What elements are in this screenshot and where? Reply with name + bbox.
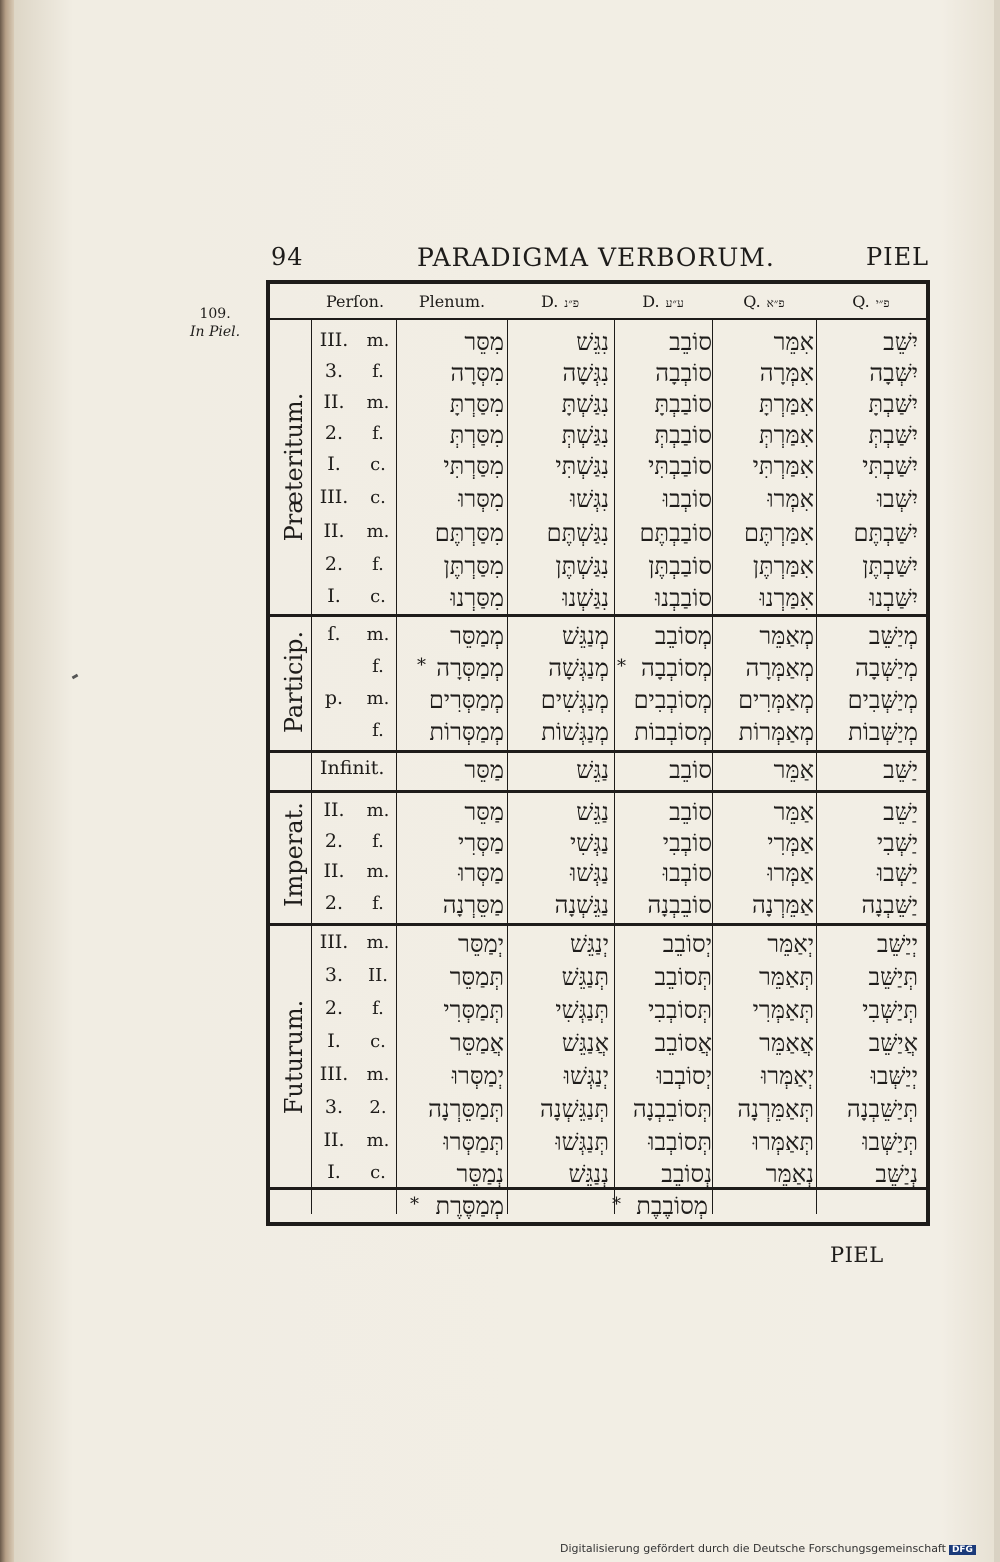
table-cell: מְמַסְּרָה	[436, 654, 504, 682]
header-d1-label: D.	[540, 292, 559, 311]
table-cell: יְאַמֵּר	[767, 930, 814, 958]
row-gender: m.	[366, 521, 390, 542]
table-cell: יִשַּׁבְתָּ	[868, 390, 918, 418]
column-rule	[507, 318, 508, 1214]
page-number: 94	[271, 243, 304, 271]
table-cell: מְנַגְּשִׁים	[540, 686, 609, 714]
row-person: 2.	[324, 553, 344, 575]
table-cell: נִגַּשְׁתֶּם	[546, 519, 609, 547]
table-cell: מְיַשְּׁבָה	[855, 654, 918, 682]
table-cell: מְאַמְּרָה	[745, 654, 814, 682]
footnote-d2-marker: *	[612, 1194, 621, 1215]
table-cell: סוֹבַבְנוּ	[655, 584, 712, 612]
header-q1-label: Q.	[743, 292, 761, 311]
header-d2	[617, 289, 709, 315]
catchword: PIEL	[830, 1243, 884, 1267]
table-cell: אִמַּרְנוּ	[759, 584, 814, 612]
row-person: 3.	[324, 964, 344, 986]
row-gender: c.	[370, 454, 386, 475]
table-cell: תְּנַגֵּשְׁנָה	[540, 1095, 609, 1123]
header-q1	[715, 289, 813, 315]
table-cell: מַסֵּר	[464, 798, 504, 826]
table-cell: יְנַגֵּשׁ	[569, 930, 609, 958]
table-cell: מַסֵּרְנָה	[442, 891, 504, 919]
table-cell: אַמֵּרְנָה	[751, 891, 814, 919]
table-cell: סוֹבַבְתָּ	[654, 390, 712, 418]
table-cell: אִמֵּר	[773, 328, 814, 356]
table-cell: תְּאַמְּרִי	[752, 996, 814, 1024]
table-cell: סוֹבְבוּ	[662, 859, 712, 887]
row-person: ſ.	[327, 623, 341, 645]
running-title: PARADIGMA VERBORUM.	[417, 243, 775, 272]
table-cell: מִסַּרְתֶּם	[434, 519, 504, 547]
table-cell: תְּיַשְּׁבוּ	[862, 1128, 918, 1156]
row-person: 3.	[324, 360, 344, 382]
row-gender: f.	[372, 361, 384, 382]
table-cell: אַמְּרִי	[767, 829, 814, 857]
table-cell: תְּסוֹבֵבְנָה	[632, 1095, 712, 1123]
row-person: II.	[323, 391, 345, 413]
margin-note-number: 109.	[199, 306, 231, 322]
table-cell: יַשֵּׁבְנָה	[861, 891, 918, 919]
table-cell: תְּיַשֵּׁבְנָה	[846, 1095, 918, 1123]
table-cell: נַגֵּשׁ	[576, 798, 609, 826]
section-rule	[266, 790, 930, 793]
table-cell: תְּנַגְּשׁוּ	[555, 1128, 609, 1156]
table-cell: מִסְּרָה	[450, 359, 504, 387]
section-rule	[266, 750, 930, 753]
table-cell: מִסַּרְתְּ	[449, 421, 504, 449]
table-cell: תְּמַסְּרוּ	[443, 1128, 504, 1156]
table-cell: אֲמַסֵּר	[449, 1029, 504, 1057]
table-cell: יְסוֹבְבוּ	[656, 1062, 712, 1090]
table-cell: נִגַּשְׁנוּ	[562, 584, 609, 612]
header-d2-label: D.	[642, 292, 660, 311]
table-cell: סוֹבֵב	[669, 328, 712, 356]
table-cell: יִשְּׁבוּ	[877, 485, 918, 513]
table-cell: יְמַסֵּר	[458, 930, 504, 958]
row-gender: f.	[372, 720, 384, 741]
section-label-imperat: Imperat.	[280, 802, 308, 907]
footnote-d2-form: מְסוֹבֶבֶת	[636, 1192, 708, 1220]
table-cell: נְמַסֵּר	[456, 1160, 504, 1188]
table-cell: אַמְּרוּ	[767, 859, 814, 887]
table-cell: תְּמַסְּרִי	[443, 996, 504, 1024]
row-person: 3.	[324, 1096, 344, 1118]
table-cell: יַשֵּׁב	[883, 798, 918, 826]
row-person: I.	[327, 1030, 341, 1052]
credit-text: Digitalisierung gefördert durch die Deutsche Forschungsgemeinschaft	[560, 1542, 946, 1555]
header-plenum: Plenum.	[418, 292, 486, 311]
table-cell: יְמַסְּרוּ	[451, 1062, 504, 1090]
table-cell: תְּיַשְּׁבִי	[862, 996, 918, 1024]
column-rule	[712, 318, 713, 1214]
table-cell: תְּנַגְּשִׁי	[555, 996, 609, 1024]
table-cell: יִשַּׁבְתְּ	[868, 421, 918, 449]
row-person: II.	[323, 520, 345, 542]
header-rule	[266, 318, 930, 320]
table-cell: נַגֵּשְׁנָה	[554, 891, 609, 919]
table-cell: יַשֵּׁב	[883, 756, 918, 784]
table-cell: מְנַגְּשָׁה	[548, 654, 609, 682]
table-cell: תְּאַמְּרוּ	[752, 1128, 814, 1156]
row-gender: c.	[370, 586, 386, 607]
section-rule	[266, 923, 930, 926]
table-cell: תְּאַמֵּר	[758, 963, 814, 991]
table-cell: תְּסוֹבְבִי	[648, 996, 712, 1024]
row-gender: II.	[368, 965, 388, 986]
table-cell: סוֹבֵב	[669, 798, 712, 826]
digitization-credit	[560, 1542, 976, 1555]
row-gender: f.	[372, 998, 384, 1019]
header-q2-mark: פ״י	[875, 296, 890, 310]
table-cell: מִסַּרְתֶּן	[443, 552, 504, 580]
table-cell: נִגַּשְׁתֶּן	[555, 552, 609, 580]
table-cell: אֲאַמֵּר	[759, 1029, 814, 1057]
table-cell: נְיַשֵּׁב	[875, 1160, 918, 1188]
table-cell: יִשַּׁבְתִּי	[862, 452, 918, 480]
table-cell: אִמַּרְתִּי	[752, 452, 814, 480]
row-gender: m.	[366, 624, 390, 645]
table-cell: יִשְּׁבָה	[869, 359, 918, 387]
table-cell: יַשְּׁבוּ	[877, 859, 918, 887]
row-gender: f.	[372, 831, 384, 852]
table-cell: נִגַּשְׁתִּי	[555, 452, 609, 480]
table-cell: מְיַשְּׁבִים	[847, 686, 918, 714]
table-cell: תְּמַסֵּר	[449, 963, 504, 991]
column-rule	[396, 318, 397, 1214]
table-cell: יַשְּׁבִי	[876, 829, 918, 857]
section-label-infinit: Infinit.	[320, 757, 385, 779]
table-cell: אִמְּרָה	[759, 359, 814, 387]
table-cell: מַסְּרוּ	[458, 859, 504, 887]
table-cell: מַסֵּר	[464, 756, 504, 784]
table-cell: מִסֵּר	[464, 328, 504, 356]
row-gender: m.	[366, 800, 390, 821]
margin-note	[190, 305, 240, 341]
table-cell: יִשַּׁבְתֶּן	[862, 552, 918, 580]
table-cell: אֲיַשֵּׁב	[868, 1029, 918, 1057]
table-cell: מְמַסְּרִים	[428, 686, 504, 714]
table-cell: נִגְּשׁוּ	[570, 485, 609, 513]
table-cell: תְּיַשֵּׁב	[868, 963, 918, 991]
table-cell: מַסְּרִי	[458, 829, 504, 857]
section-tag: PIEL	[866, 243, 930, 271]
header-q1-mark: פ״א	[766, 296, 785, 310]
table-cell: מְיַשֵּׁב	[868, 622, 918, 650]
row-gender: 2.	[369, 1097, 387, 1118]
table-cell: אִמַּרְתְּ	[758, 421, 814, 449]
row-person: III.	[319, 931, 349, 953]
table-cell: סוֹבַבְתֶּן	[648, 552, 712, 580]
table-cell: סוֹבְבָה	[655, 359, 712, 387]
asterisk-participle-plenum: *	[417, 655, 426, 676]
table-cell: סוֹבֵבְנָה	[647, 891, 712, 919]
table-cell: נַגֵּשׁ	[576, 756, 609, 784]
row-person: III.	[319, 486, 349, 508]
row-person: III.	[319, 1063, 349, 1085]
dfg-logo: DFG	[949, 1545, 976, 1555]
table-cell: נְסוֹבֵב	[661, 1160, 712, 1188]
table-cell: אַמֵּר	[773, 756, 814, 784]
table-cell: תְּסוֹבֵב	[654, 963, 712, 991]
table-cell: מְמַסֵּר	[450, 622, 504, 650]
section-rule	[266, 614, 930, 617]
row-person: II.	[323, 799, 345, 821]
row-person: I.	[327, 585, 341, 607]
table-cell: יִשֵּׁב	[883, 328, 918, 356]
row-person: II.	[323, 860, 345, 882]
table-cell: תְּנַגֵּשׁ	[561, 963, 609, 991]
row-person: II.	[323, 1129, 345, 1151]
row-gender: m.	[366, 688, 390, 709]
table-cell: נִגְּשָׁה	[562, 359, 609, 387]
row-person: III.	[319, 329, 349, 351]
table-cell: מְיַשְּׁבוֹת	[848, 718, 918, 746]
table-cell: יְנַגְּשׁוּ	[563, 1062, 609, 1090]
table-cell: אַמֵּר	[773, 798, 814, 826]
asterisk-participle-d2: *	[617, 656, 626, 677]
table-cell: תְּאַמֵּרְנָה	[737, 1095, 814, 1123]
row-gender: c.	[370, 1031, 386, 1052]
header-d1	[510, 289, 610, 315]
table-cell: יְיַשֵּׁב	[876, 930, 918, 958]
row-person: 2.	[324, 892, 344, 914]
table-cell: סוֹבַבְתִּי	[648, 452, 712, 480]
section-label-particip: Particip.	[280, 630, 308, 734]
table-cell: סוֹבַבְתֶּם	[639, 519, 712, 547]
row-person: p.	[324, 687, 344, 709]
row-gender: f.	[372, 656, 384, 677]
footnote-plenum-marker: *	[410, 1194, 419, 1215]
row-gender: f.	[372, 423, 384, 444]
table-cell: מְנַגְּשׁוֹת	[541, 718, 609, 746]
table-cell: תְּמַסֵּרְנָה	[428, 1095, 504, 1123]
row-person: 2.	[324, 997, 344, 1019]
row-gender: m.	[366, 932, 390, 953]
table-cell: תְּסוֹבְבוּ	[648, 1128, 712, 1156]
table-cell: מְאַמֵּר	[759, 622, 814, 650]
table-cell: מְסוֹבְבִים	[633, 686, 712, 714]
table-cell: סוֹבְבוּ	[662, 485, 712, 513]
table-cell: נִגַּשְׁתְּ	[561, 421, 609, 449]
table-cell: נִגֵּשׁ	[576, 328, 609, 356]
table-cell: מְסוֹבְבוֹת	[634, 718, 712, 746]
table-cell: מְאַמְּרוֹת	[738, 718, 814, 746]
row-gender: m.	[366, 1064, 390, 1085]
table-cell: סוֹבַבְתְּ	[654, 421, 712, 449]
row-gender: m.	[366, 330, 390, 351]
row-person: I.	[327, 1161, 341, 1183]
table-cell: אִמְּרוּ	[767, 485, 814, 513]
column-rule	[311, 318, 312, 1214]
table-cell: אִמַּרְתֶּן	[752, 552, 814, 580]
table-cell: נְנַגֵּשׁ	[568, 1160, 609, 1188]
table-cell: יְיַשְּׁבוּ	[870, 1062, 918, 1090]
table-cell: מְנַגֵּשׁ	[562, 622, 609, 650]
column-rule	[816, 318, 817, 1214]
table-cell: סוֹבֵב	[669, 756, 712, 784]
table-cell: מְסוֹבְבָה	[641, 654, 712, 682]
table-cell: מִסַּרְתָּ	[449, 390, 504, 418]
table-cell: נְאַמֵּר	[765, 1160, 814, 1188]
page-right-edge	[994, 0, 1000, 1562]
row-gender: c.	[370, 487, 386, 508]
table-cell: יִשַּׁבְתֶּם	[853, 519, 918, 547]
table-cell: מְסוֹבֵב	[654, 622, 712, 650]
table-cell: נַגְּשִׁי	[569, 829, 609, 857]
header-q2-label: Q.	[852, 292, 870, 311]
header-d1-mark: פ״נ	[564, 296, 580, 310]
row-gender: f.	[372, 554, 384, 575]
row-person: 2.	[324, 830, 344, 852]
header-person: Perſon.	[325, 292, 385, 311]
section-label-futurum: Futurum.	[280, 999, 308, 1115]
table-cell: נַגְּשׁוּ	[570, 859, 609, 887]
table-cell: מְמַסְּרוֹת	[429, 718, 504, 746]
table-cell: אֲסוֹבֵב	[654, 1029, 712, 1057]
row-gender: c.	[370, 1162, 386, 1183]
book-edge	[0, 0, 14, 1562]
row-gender: f.	[372, 893, 384, 914]
header-q2	[819, 289, 923, 315]
row-gender: m.	[366, 392, 390, 413]
table-cell: יִשַּׁבְנוּ	[869, 584, 918, 612]
table-cell: יְאַמְּרוּ	[761, 1062, 814, 1090]
row-person: 2.	[324, 422, 344, 444]
footnote-plenum-form: מְמַסֶּרֶת	[435, 1192, 504, 1220]
table-cell: מִסְּרוּ	[458, 485, 504, 513]
table-cell: מִסַּרְתִּי	[443, 452, 504, 480]
table-cell: יְסוֹבֵב	[662, 930, 712, 958]
table-cell: מִסַּרְנוּ	[450, 584, 504, 612]
table-cell: אִמַּרְתֶּם	[743, 519, 814, 547]
table-cell: נִגַּשְׁתָּ	[561, 390, 609, 418]
row-gender: m.	[366, 1130, 390, 1151]
margin-note-text: In Piel.	[190, 324, 241, 340]
table-cell: סוֹבְבִי	[662, 829, 712, 857]
row-person: I.	[327, 453, 341, 475]
table-cell: מְאַמְּרִים	[738, 686, 814, 714]
row-gender: m.	[366, 861, 390, 882]
header-d2-mark: ע״ע	[665, 296, 684, 310]
section-label-praeteritum: Præteritum.	[280, 392, 308, 542]
table-cell: אִמַּרְתָּ	[758, 390, 814, 418]
table-cell: אֲנַגֵּשׁ	[561, 1029, 609, 1057]
